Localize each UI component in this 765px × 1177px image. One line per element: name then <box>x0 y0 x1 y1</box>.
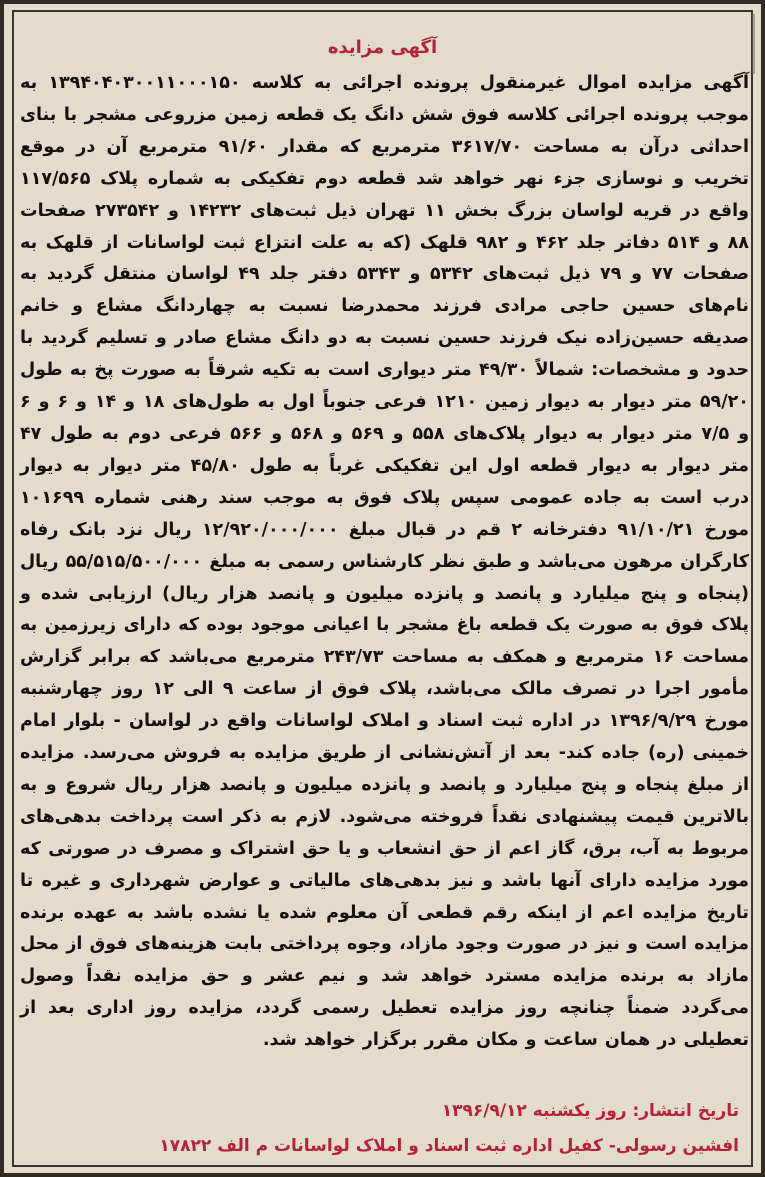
publication-date: تاریخ انتشار: روز یکشنبه ۱۳۹۶/۹/۱۲ <box>441 1101 739 1121</box>
notice-body <box>20 68 749 1057</box>
notice-body-text: آگهی مزایده اموال غیرمنقول پرونده اجرائی به کلاسه ۱۳۹۴۰۴۰۳۰۰۱۱۰۰۰۱۵۰ به موجب پرونده اجرائی کلاسه فوق شش دانگ یک قطعه زمین مزروعی مشجر با بنای احداثی درآن به مساحت ۳۶۱۷/۷۰ مترمربع که مقدار ۹۱/۶۰ مترمربع آن در موقع تخریب و نوسازی جزء نهر خواهد شد قطعه دوم تفکیکی به شماره پلاک ۱۱۷/۵۶۵ واقع در قریه لواسان بزرگ بخش ۱۱ تهران ذیل ثبت‌های ۱۴۲۳۲ و ۲۷۳۵۴۲ صفحات ۸۸ و ۵۱۴ دفاتر جلد ۴۶۲ و ۹۸۲ قلهک (که به علت انتزاع ثبت لواسانات از قلهک به صفحات ۷۷ و ۷۹ ذیل ثبت‌های ۵۳۴۲ و ۵۳۴۳ دفتر جلد ۴۹ لواسان منتقل گردید به نام‌های حسین حاجی مرادی فرزند محمدرضا نسبت به چهاردانگ مشاع و خانم صدیقه حسین‌زاده نیک فرزند حسین نسبت به دو دانگ مشاع صادر و تسلیم گردید با حدود و مشخصات: شمالاً ۴۹/۳۰ متر دیواری است به تکیه شرقاً به صورت پخ به طول ۵۹/۲۰ متر دیوار به دیوار زمین ۱۲۱۰ فرعی جنوباً اول به طول‌های ۱۸ و ۱۴ و ۶ و ۶ و ۷/۵ متر دیوار به دیوار پلاک‌های ۵۵۸ و ۵۶۹ و ۵۶۸ و ۵۶۶ فرعی دوم به طول ۴۷ متر دیوار به دیوار قطعه اول این تفکیکی غرباً به طول ۴۵/۸۰ متر دیوار به دیوار درب است به جاده عمومی سپس پلاک فوق به موجب سند رهنی شماره ۱۰۱۶۹۹ مورخ ۹۱/۱۰/۲۱ دفترخانه ۲ قم در قبال مبلغ ۱۲/۹۲۰/۰۰۰/۰۰۰ ریال نزد بانک رفاه کارگران مرهون می‌باشد و طبق نظر کارشناس رسمی به مبلغ ۵۵/۵۱۵/۵۰۰/۰۰۰ ریال (پنجاه و پنج میلیارد و پانصد و پانزده میلیون و پانصد هزار ریال) ارزیابی شده و پلاک فوق به صورت یک قطعه باغ مشجر با اعیانی موجود بوده که دارای زیرزمین به مساحت ۱۶ مترمربع و همکف به مساحت ۲۴۳/۷۳ مترمربع می‌باشد که برابر گزارش مأمور اجرا در تصرف مالک می‌باشد، پلاک فوق از ساعت ۹ الی ۱۲ روز چهارشنبه مورخ ۱۳۹۶/۹/۲۹ در اداره ثبت اسناد و املاک لواسانات واقع در لواسان - بلوار امام خمینی (ره) جاده کند- بعد از آتش‌نشانی از طریق مزایده به فروش می‌رسد. مزایده از مبلغ پنجاه و پنج میلیارد و پانصد و پانزده میلیون و پانصد هزار ریال شروع و به بالاترین قیمت پیشنهادی نقداً فروخته می‌شود. لازم به ذکر است پرداخت بدهی‌های مربوط به آب، برق، گاز اعم از حق انشعاب و یا حق اشتراک و مصرف در صورتی که مورد مزایده دارای آنها باشد و نیز بدهی‌های مالیاتی و عوارض شهرداری و غیره تا تاریخ مزایده اعم از اینکه رقم قطعی آن معلوم شده یا نشده باشد به عهده برنده مزایده است و نیز در صورت وجود مازاد، وجوه پرداختی بابت هزینه‌های فوق از محل مازاد به برنده مزایده مسترد خواهد شد و نیم عشر و حق مزایده نقداً وصول می‌گردد ضمناً چنانچه روز مزایده تعطیل رسمی گردد، مزایده روز اداری بعد از تعطیلی در همان ساعت و مکان مقرر برگزار خواهد شد. <box>20 73 750 1051</box>
notice-title: آگهی مزایده <box>327 37 438 58</box>
signature-line: افشین رسولی- کفیل اداره ثبت اسناد و املاک لواسانات م الف ۱۷۸۲۲ <box>159 1136 739 1156</box>
